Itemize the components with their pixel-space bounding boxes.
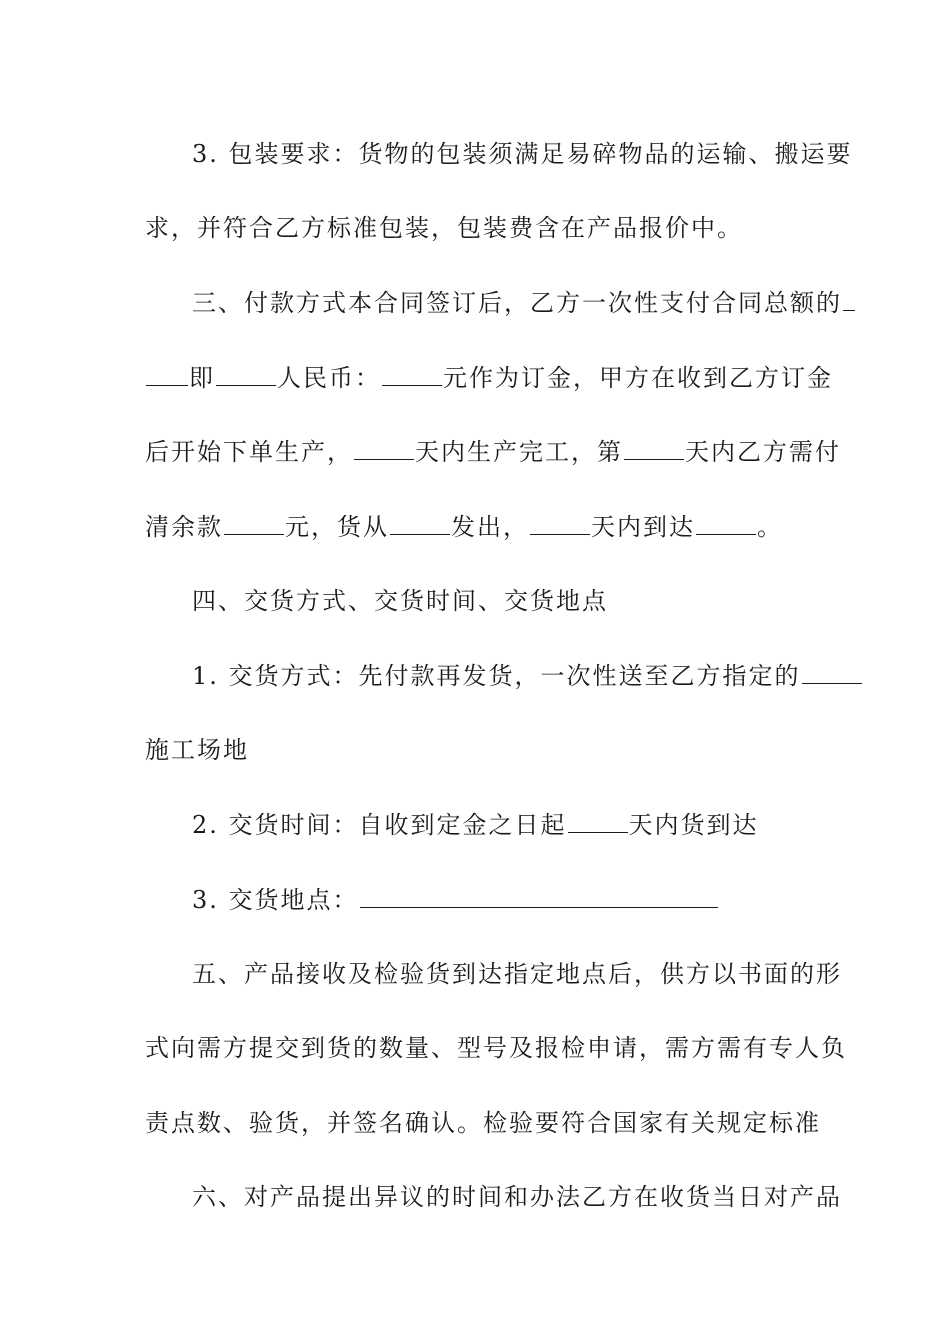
paragraph-line bbox=[145, 436, 841, 468]
text-segment: 3. 交货地点： bbox=[192, 886, 359, 914]
blank-field bbox=[624, 437, 684, 460]
text-segment: 天内到达 bbox=[591, 513, 695, 541]
blank-field bbox=[802, 661, 862, 684]
text-segment: 后开始下单生产， bbox=[145, 438, 353, 466]
text-segment: 2. 交货时间：自收到定金之日起 bbox=[192, 811, 567, 839]
text-segment: 式向需方提交到货的数量、型号及报检申请，需方需有专人负 bbox=[145, 1034, 847, 1062]
paragraph-line bbox=[145, 362, 833, 394]
blank-field bbox=[390, 512, 450, 535]
text-segment: 四、交货方式、交货时间、交货地点 bbox=[192, 587, 608, 615]
paragraph-line bbox=[145, 734, 815, 766]
paragraph-line bbox=[145, 511, 815, 543]
text-segment: 施工场地 bbox=[145, 736, 249, 764]
paragraph-line bbox=[145, 1032, 847, 1064]
text-segment: 即 bbox=[189, 364, 215, 392]
blank-field bbox=[146, 363, 188, 386]
text-segment: 。 bbox=[757, 513, 783, 541]
blank-field bbox=[530, 512, 590, 535]
blank-field bbox=[382, 363, 442, 386]
paragraph-line bbox=[145, 1107, 821, 1139]
text-segment: 发出， bbox=[451, 513, 529, 541]
text-segment: 责点数、验货，并签名确认。检验要符合国家有关规定标准 bbox=[145, 1109, 821, 1137]
paragraph-line bbox=[192, 660, 862, 692]
text-segment: 3. 包装要求：货物的包装须满足易碎物品的运输、搬运要 bbox=[192, 140, 853, 168]
text-segment: 清余款 bbox=[145, 513, 223, 541]
paragraph-line bbox=[192, 138, 862, 170]
text-segment: 六、对产品提出异议的时间和办法乙方在收货当日对产品 bbox=[192, 1183, 842, 1211]
paragraph-line bbox=[192, 287, 862, 319]
paragraph-line bbox=[192, 1181, 862, 1213]
paragraph-line bbox=[192, 809, 862, 841]
blank-field bbox=[568, 810, 628, 833]
paragraph-line bbox=[192, 884, 862, 916]
blank-field bbox=[216, 363, 276, 386]
blank-field bbox=[843, 288, 855, 311]
blank-field bbox=[696, 512, 756, 535]
blank-field bbox=[360, 885, 718, 908]
text-segment: 人民币： bbox=[277, 364, 381, 392]
text-segment: 天内生产完工，第 bbox=[415, 438, 623, 466]
text-segment: 求，并符合乙方标准包装，包装费含在产品报价中。 bbox=[145, 214, 743, 242]
text-segment: 元作为订金，甲方在收到乙方订金 bbox=[443, 364, 833, 392]
section-heading bbox=[192, 585, 862, 617]
text-segment: 元，货从 bbox=[285, 513, 389, 541]
text-segment: 天内乙方需付 bbox=[685, 438, 841, 466]
blank-field bbox=[354, 437, 414, 460]
paragraph-line bbox=[145, 212, 815, 244]
paragraph-line bbox=[192, 958, 862, 990]
text-segment: 天内货到达 bbox=[628, 811, 759, 839]
text-segment: 1. 交货方式：先付款再发货，一次性送至乙方指定的 bbox=[192, 662, 801, 690]
blank-field bbox=[224, 512, 284, 535]
text-segment: 三、付款方式本合同签订后，乙方一次性支付合同总额的 bbox=[192, 289, 842, 317]
text-segment: 五、产品接收及检验货到达指定地点后，供方以书面的形 bbox=[192, 960, 842, 988]
